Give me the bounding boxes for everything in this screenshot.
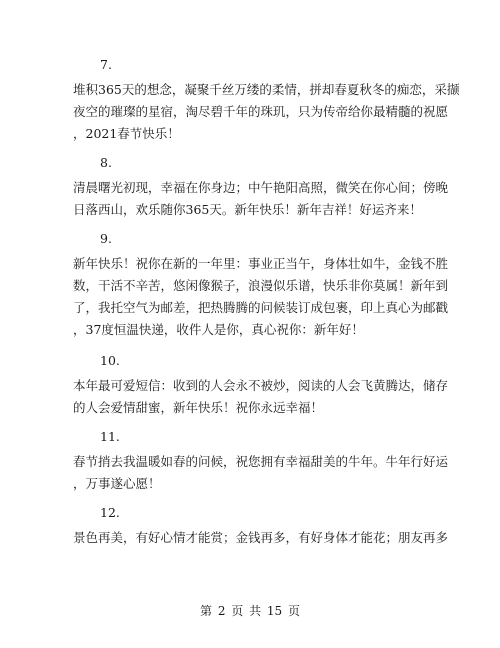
entry-line: ，2021春节快乐！ <box>73 126 180 141</box>
entry-line: 夜空的璀璨的星宿，淘尽碧千年的珠玑，只为传帝给你最精髓的祝愿 <box>73 104 449 119</box>
entry-number: 10. <box>100 353 120 368</box>
entry-line: 数，干活不辛苦，悠闲像猴子，浪漫似乐谱，快乐非你莫属！新年到 <box>73 278 449 293</box>
entry-number: 12. <box>100 505 120 520</box>
entry-line: 清晨曙光初现，幸福在你身边；中午艳阳高照，微笑在你心间；傍晚 <box>73 180 449 195</box>
entry-number: 11. <box>100 429 120 444</box>
entry-number: 8. <box>100 155 112 170</box>
entry-line: 本年最可爱短信：收到的人会永不被炒，阅读的人会飞黄腾达，储存 <box>73 378 449 393</box>
entry-line: ，万事遂心愿！ <box>73 476 161 491</box>
entry-line: 堆积365天的想念，凝聚千丝万缕的柔情，拼却春夏秋冬的痴恋，采撷 <box>73 82 460 97</box>
entry-8 <box>73 154 449 221</box>
entry-line: 了，我托空气为邮差，把热腾腾的问候装订成包裹，印上真心为邮戳 <box>73 300 449 315</box>
page-footer: 第 2 页 共 15 页 <box>200 604 300 618</box>
entry-number: 9. <box>100 231 112 246</box>
entry-line: 景色再美，有好心情才能赏；金钱再多，有好身体才能花；朋友再多 <box>73 530 449 545</box>
entry-9 <box>73 230 449 341</box>
entry-line: ，37度恒温快递，收件人是你，真心祝你：新年好！ <box>73 322 364 337</box>
entry-10 <box>73 352 449 419</box>
entry-number: 7. <box>100 57 112 72</box>
entry-11 <box>73 428 449 495</box>
entry-12 <box>73 504 449 549</box>
entry-line: 日落西山，欢乐随你365天。新年快乐！新年吉祥！好运齐来！ <box>73 202 422 217</box>
entry-line: 的人会爱情甜蜜，新年快乐！祝你永远幸福！ <box>73 400 324 415</box>
entry-7 <box>73 56 460 145</box>
entry-line: 新年快乐！祝你在新的一年里：事业正当午，身体壮如牛，金钱不胜 <box>73 256 449 271</box>
entry-line: 春节捎去我温暖如春的问候，祝您拥有幸福甜美的牛年。牛年行好运 <box>73 454 449 469</box>
